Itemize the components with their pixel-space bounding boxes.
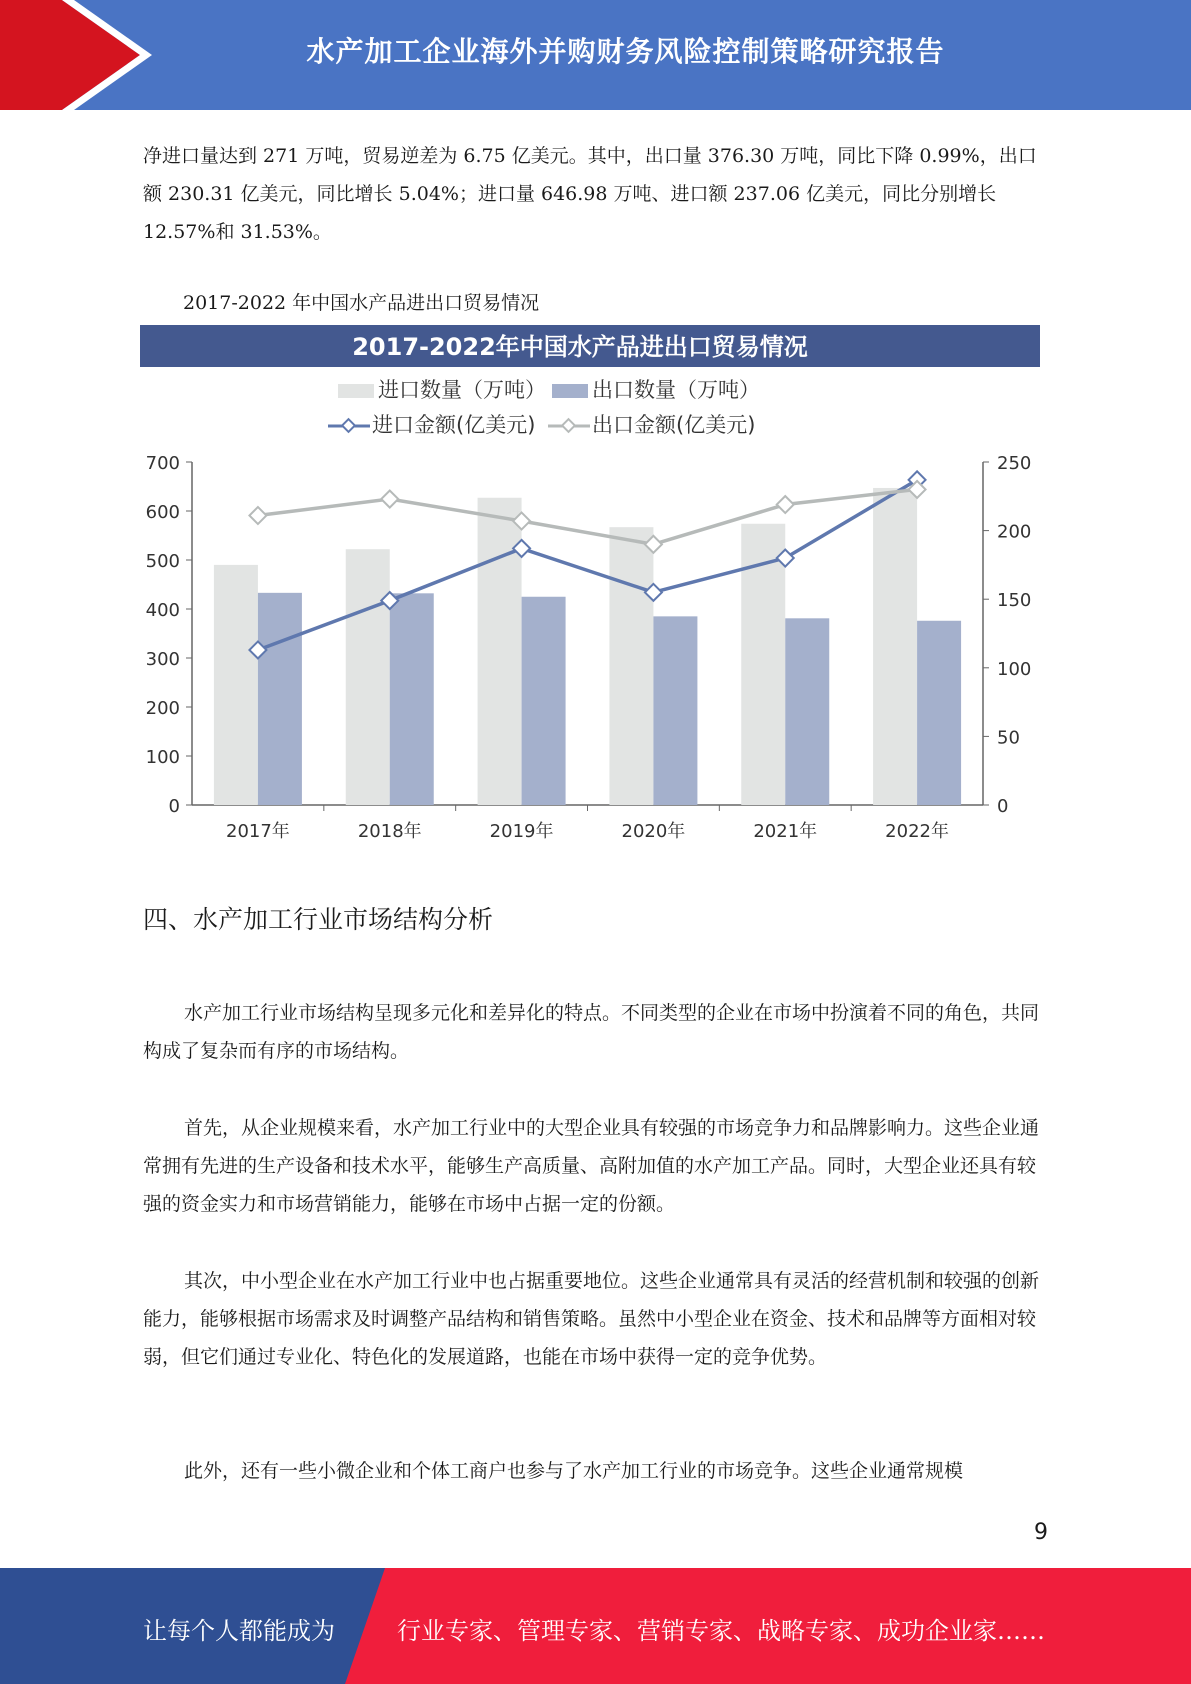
y-left-tick-label: 100 [145, 747, 180, 768]
y-right-tick-label: 150 [997, 590, 1032, 612]
chart-legend [328, 378, 760, 437]
y-right-tick-label: 250 [997, 453, 1032, 474]
y-right-tick-label: 100 [997, 658, 1032, 680]
x-tick-label: 2021年 [753, 821, 818, 842]
y-left-tick-label: 500 [145, 551, 180, 572]
legend-swatch-1 [552, 384, 588, 398]
footer-slogan-left: 让每个人都能成为 [143, 1617, 335, 1645]
chart-bars [214, 488, 961, 805]
line-export-value [258, 489, 917, 544]
x-tick-label: 2022年 [885, 821, 949, 842]
legend-label-0: 进口数量（万吨） [378, 378, 546, 402]
bar-export-qty-3 [653, 616, 697, 805]
legend-marker-3 [562, 419, 575, 432]
bar-import-qty-4 [741, 524, 785, 805]
bar-export-qty-4 [785, 618, 829, 805]
y-left-tick-label: 300 [145, 649, 180, 670]
point-export-value-1 [381, 491, 398, 508]
y-left-tick-label: 700 [145, 453, 180, 474]
x-tick-label: 2018年 [357, 821, 422, 842]
bar-import-qty-5 [873, 488, 917, 805]
legend-label-2: 进口金额(亿美元) [372, 413, 536, 437]
bar-export-qty-1 [390, 593, 434, 805]
y-left-tick-label: 200 [145, 698, 180, 719]
bar-import-qty-3 [609, 527, 653, 805]
y-right-tick-label: 200 [997, 521, 1032, 543]
header-title: 水产加工企业海外并购财务风险控制策略研究报告 [306, 35, 945, 68]
paragraph-large-enterprises: 首先，从企业规模来看，水产加工行业中的大型企业具有较强的市场竞争力和品牌影响力。这些企业通常拥有先进的生产设备和技术水平，能够生产高质量、高附加值的水产加工产品。同时，大型企业还具有较强的资金实力和市场营销能力，能够在市场中占据一定的份额。 [143, 1117, 1040, 1215]
point-export-value-0 [249, 507, 266, 524]
chart-title: 2017-2022年中国水产品进出口贸易情况 [352, 333, 808, 361]
paragraph-market-structure: 水产加工行业市场结构呈现多元化和差异化的特点。不同类型的企业在市场中扮演着不同的角色，共同构成了复杂而有序的市场结构。 [143, 1002, 1040, 1062]
section-heading: 四、水产加工行业市场结构分析 [143, 905, 494, 934]
bar-export-qty-0 [258, 593, 302, 805]
bar-import-qty-1 [346, 549, 390, 805]
page-footer [0, 1568, 1191, 1684]
bar-export-qty-5 [917, 621, 961, 805]
legend-swatch-0 [338, 384, 374, 398]
legend-label-3: 出口金额(亿美元) [592, 413, 756, 437]
x-tick-label: 2019年 [489, 821, 554, 842]
paragraph-trade-summary: 净进口量达到 271 万吨，贸易逆差为 6.75 亿美元。其中，出口量 376.30 万吨，同比下降 0.99%，出口额 230.31 亿美元，同比增长 5.04%；进口量 646.98 万吨、进口额 237.06 亿美元，同比分别增长 12.57%和 31.53%。 [143, 145, 1037, 243]
bar-import-qty-2 [478, 498, 522, 805]
y-right-tick-label: 0 [997, 796, 1009, 817]
point-export-value-4 [777, 496, 794, 513]
chart-caption: 2017-2022 年中国水产品进出口贸易情况 [183, 292, 540, 314]
page-number: 9 [1034, 1520, 1048, 1545]
paragraph-micro-enterprises: 此外，还有一些小微企业和个体工商户也参与了水产加工行业的市场竞争。这些企业通常规模 [184, 1460, 964, 1482]
footer-slogan-right: 行业专家、管理专家、营销专家、战略专家、成功企业家…… [397, 1617, 1045, 1645]
legend-label-1: 出口数量（万吨） [592, 378, 760, 402]
bar-import-qty-0 [214, 565, 258, 805]
x-tick-label: 2020年 [621, 821, 686, 842]
y-left-tick-label: 400 [145, 600, 180, 621]
y-right-tick-label: 50 [997, 727, 1020, 749]
y-left-tick-label: 0 [168, 796, 180, 817]
x-tick-label: 2017年 [226, 821, 290, 842]
paragraph-sme-enterprises: 其次，中小型企业在水产加工行业中也占据重要地位。这些企业通常具有灵活的经营机制和较强的创新能力，能够根据市场需求及时调整产品结构和销售策略。虽然中小型企业在资金、技术和品牌等方面相对较弱，但它们通过专业化、特色化的发展道路，也能在市场中获得一定的竞争优势。 [143, 1270, 1040, 1368]
page-header [0, 0, 1191, 110]
trade-chart [140, 325, 1040, 845]
bar-export-qty-2 [522, 597, 566, 805]
legend-marker-2 [342, 419, 355, 432]
y-left-tick-label: 600 [145, 502, 180, 523]
